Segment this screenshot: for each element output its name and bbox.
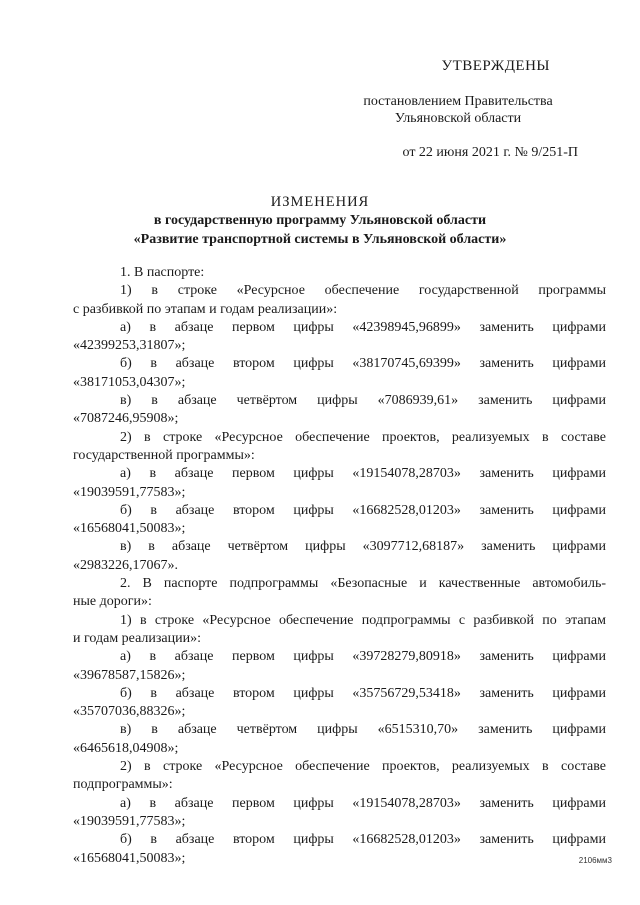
approved-stamp: УТВЕРЖДЕНЫ xyxy=(441,58,550,74)
document-code: 2106мм3 xyxy=(578,856,612,865)
body-line: а) в абзаце первом цифры «19154078,28703» заменить цифрами xyxy=(120,466,606,482)
body-line: б) в абзаце втором цифры «38170745,69399» заменить цифрами xyxy=(120,356,606,372)
document-subtitle-2: «Развитие транспортной системы в Ульяновской области» xyxy=(133,232,507,247)
body-line: «16568041,50083»; xyxy=(73,521,186,537)
document-title: ИЗМЕНЕНИЯ xyxy=(270,194,370,210)
body-line: ные дороги»: xyxy=(73,594,152,610)
body-line: б) в абзаце втором цифры «35756729,53418» заменить цифрами xyxy=(120,685,606,701)
body-line: «35707036,88326»; xyxy=(73,704,186,720)
body-line: «6465618,04908»; xyxy=(73,740,179,756)
document-body xyxy=(73,264,606,868)
body-line: 2. В паспорте подпрограммы «Безопасные и качественные автомобиль- xyxy=(120,576,606,592)
body-line: «39678587,15826»; xyxy=(73,667,186,683)
body-line: «38171053,04307»; xyxy=(73,374,186,390)
document-subtitle-1: в государственную программу Ульяновской области xyxy=(153,213,487,228)
body-line: в) в абзаце четвёртом цифры «6515310,70» заменить цифрами xyxy=(120,722,606,738)
body-line: а) в абзаце первом цифры «42398945,96899» заменить цифрами xyxy=(120,319,606,335)
body-line: «19039591,77583»; xyxy=(73,484,186,500)
body-line: подпрограммы»: xyxy=(73,777,173,793)
body-line: «19039591,77583»; xyxy=(73,813,186,829)
decree-date: от 22 июня 2021 г. № 9/251-П xyxy=(402,145,578,160)
body-line: а) в абзаце первом цифры «19154078,28703» заменить цифрами xyxy=(120,795,606,811)
body-line: а) в абзаце первом цифры «39728279,80918» заменить цифрами xyxy=(120,649,606,665)
body-line: «16568041,50083»; xyxy=(73,850,186,866)
body-line: с разбивкой по этапам и годам реализации»: xyxy=(73,301,338,317)
body-line: «42399253,31807»; xyxy=(73,338,186,354)
body-line: 1. В паспорте: xyxy=(120,265,205,280)
body-line: 2) в строке «Ресурсное обеспечение проектов, реализуемых в составе xyxy=(120,429,606,445)
body-line: 1) в строке «Ресурсное обеспечение государственной программы xyxy=(120,283,606,299)
body-line: в) в абзаце четвёртом цифры «3097712,68187» заменить цифрами xyxy=(120,539,606,555)
body-line: и годам реализации»: xyxy=(73,630,201,646)
decree-line-2: Ульяновской области xyxy=(394,111,522,126)
body-line: в) в абзаце четвёртом цифры «7086939,61» заменить цифрами xyxy=(120,393,606,409)
body-line: «7087246,95908»; xyxy=(73,411,179,427)
decree-line-1: постановлением Правительства xyxy=(363,94,553,109)
body-line: б) в абзаце втором цифры «16682528,01203» заменить цифрами xyxy=(120,502,606,518)
body-line: 2) в строке «Ресурсное обеспечение проектов, реализуемых в составе xyxy=(120,759,606,775)
decree-reference xyxy=(338,93,578,127)
body-line: 1) в строке «Ресурсное обеспечение подпрограммы с разбивкой по этапам xyxy=(120,612,606,628)
body-line: «2983226,17067». xyxy=(73,557,178,573)
body-line: б) в абзаце втором цифры «16682528,01203» заменить цифрами xyxy=(120,832,606,848)
body-line: государственной программы»: xyxy=(73,447,255,463)
